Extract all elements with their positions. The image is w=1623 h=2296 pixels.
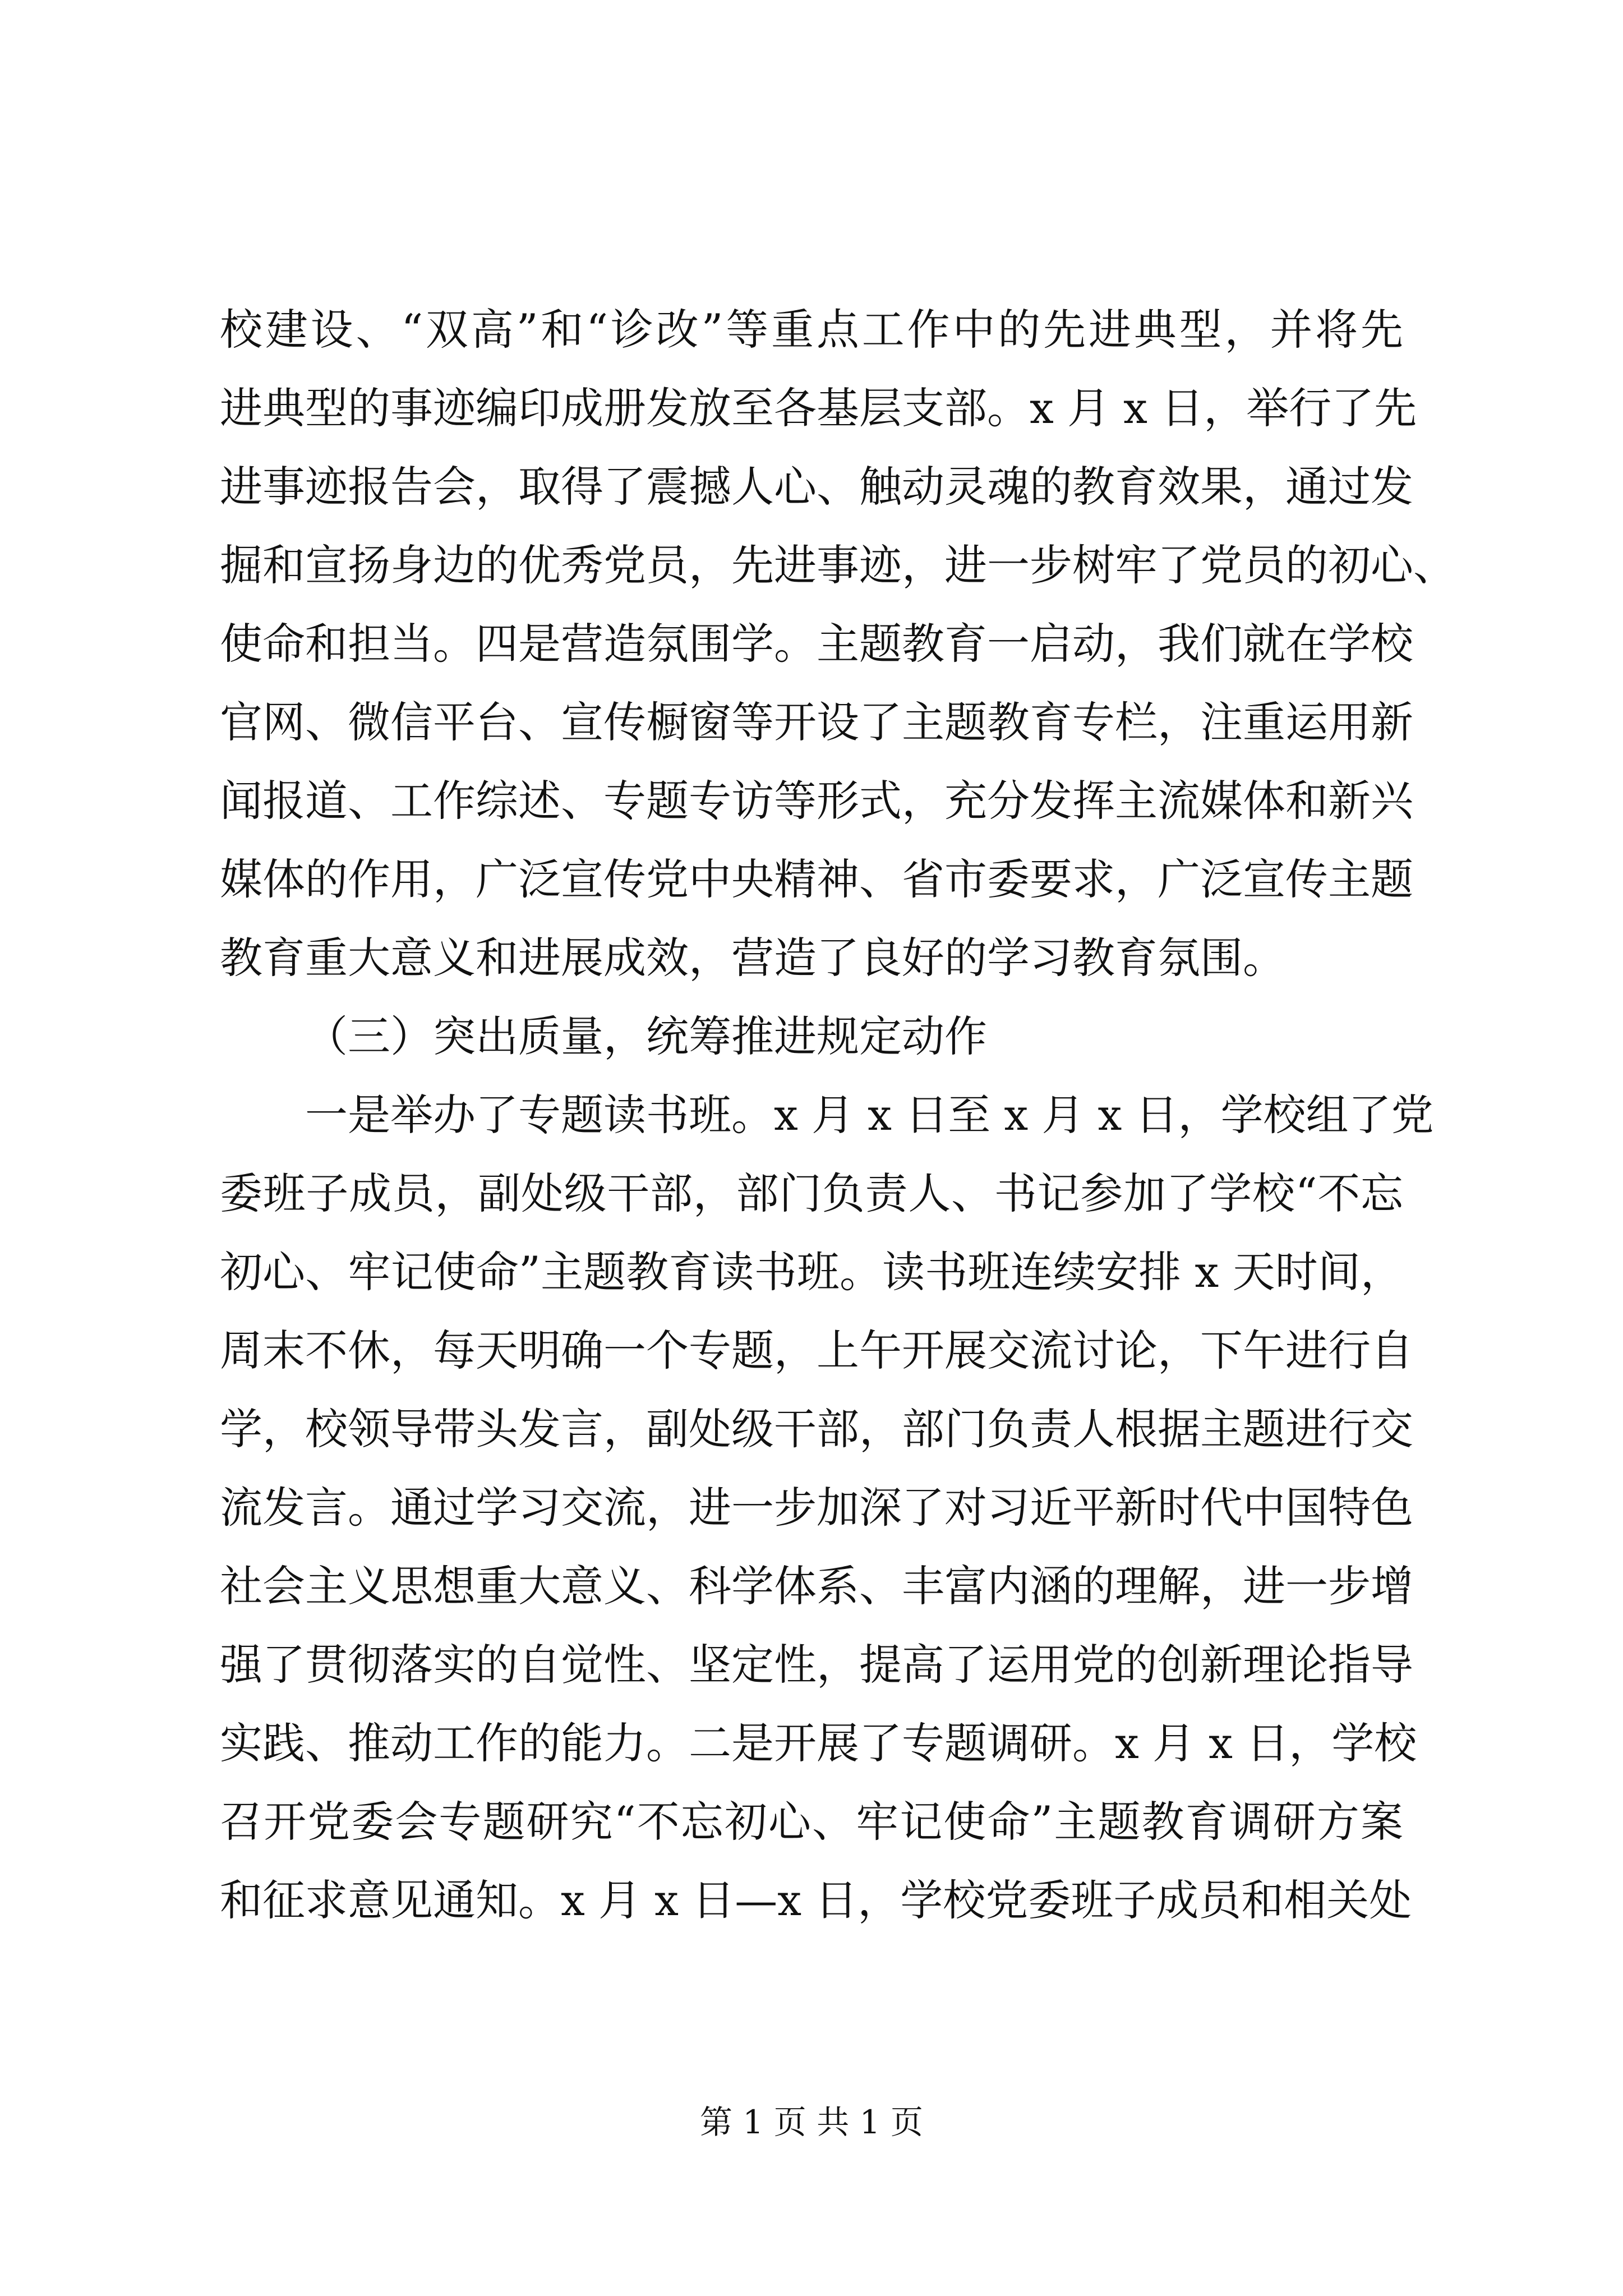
text-line-12: 委班子成员，副处级干部，部门负责人、书记参加了学校“不忘 [220, 1168, 1403, 1218]
text-line-2: 进典型的事迹编印成册发放至各基层支部。x 月 x 日，举行了先 [220, 383, 1417, 433]
text-line-9: 教育重大意义和进展成效，营造了良好的学习教育氛围。 [220, 933, 1285, 983]
text-line-17: 社会主义思想重大意义、科学体系、丰富内涵的理解，进一步增 [220, 1561, 1413, 1611]
text-line-5: 使命和担当。四是营造氛围学。主题教育一启动，我们就在学校 [220, 619, 1413, 669]
text-line-3: 进事迹报告会，取得了震撼人心、触动灵魂的教育效果，通过发 [220, 462, 1413, 512]
text-line-19: 实践、推动工作的能力。二是开展了专题调研。x 月 x 日，学校 [220, 1718, 1417, 1768]
text-line-16: 流发言。通过学习交流，进一步加深了对习近平新时代中国特色 [220, 1483, 1413, 1533]
page-number-label: 第 1 页 共 1 页 [700, 2103, 923, 2141]
text-line-14: 周末不休，每天明确一个专题，上午开展交流讨论，下午进行自 [220, 1326, 1413, 1375]
text-line-4: 掘和宣扬身边的优秀党员，先进事迹，进一步树牢了党员的初心、 [220, 540, 1456, 590]
section-heading: （三）突出质量，统筹推进规定动作 [305, 1011, 987, 1061]
text-line-7: 闻报道、工作综述、专题专访等形式，充分发挥主流媒体和新兴 [220, 776, 1413, 826]
text-line-21: 和征求意见通知。x 月 x 日—x 日，学校党委班子成员和相关处 [220, 1875, 1412, 1925]
text-line-11: 一是举办了专题读书班。x 月 x 日至 x 月 x 日，学校组了党 [305, 1090, 1434, 1140]
text-line-20: 召开党委会专题研究“不忘初心、牢记使命”主题教育调研方案 [220, 1797, 1403, 1847]
text-line-6: 官网、微信平台、宣传橱窗等开设了主题教育专栏，注重运用新 [220, 697, 1413, 747]
text-line-15: 学，校领导带头发言，副处级干部，部门负责人根据主题进行交 [220, 1404, 1413, 1454]
text-line-13: 初心、牢记使命”主题教育读书班。读书班连续安排 x 天时间， [220, 1247, 1403, 1297]
text-line-18: 强了贯彻落实的自觉性、坚定性，提高了运用党的创新理论指导 [220, 1640, 1413, 1690]
text-line-1: 校建设、“双高”和“诊改”等重点工作中的先进典型，并将先 [220, 305, 1403, 355]
page-footer [0, 2102, 1623, 2142]
text-line-8: 媒体的作用，广泛宣传党中央精神、省市委要求，广泛宣传主题 [220, 854, 1413, 904]
